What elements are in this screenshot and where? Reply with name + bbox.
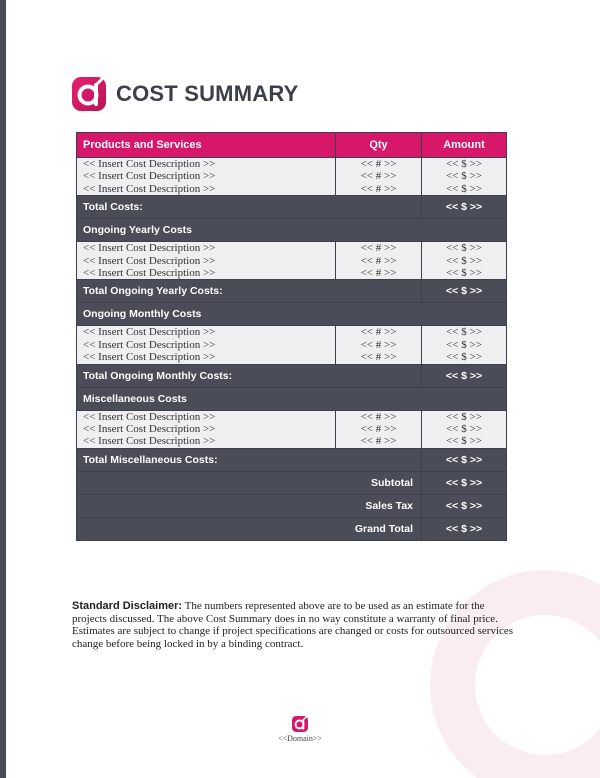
column-header-qty: Qty xyxy=(336,133,422,158)
cost-description[interactable]: << Insert Cost Description >> xyxy=(83,410,216,423)
section-heading: Ongoing Yearly Costs xyxy=(77,219,507,242)
amount-value[interactable]: << $ >> xyxy=(446,170,482,183)
footer-logo-icon xyxy=(292,716,308,732)
qty-cell xyxy=(336,326,422,364)
description-cell xyxy=(77,410,336,448)
amount-value[interactable]: << $ >> xyxy=(446,410,482,423)
amount-cell xyxy=(422,158,507,196)
table-row xyxy=(77,410,507,448)
amount-value[interactable]: << $ >> xyxy=(446,423,482,436)
disclaimer-text: The numbers represented above are to be used as an estimate for the projects discussed. The above Cost Summary does in no way constitute a warranty of final price. Estimates are subject to change if project specifications are changed or costs for outsourced services change before being locked in by a binding contract. xyxy=(72,600,514,650)
description-cell xyxy=(77,242,336,280)
amount-cell xyxy=(422,326,507,364)
grand-total-row xyxy=(77,517,507,540)
qty-value[interactable]: << # >> xyxy=(360,170,397,183)
section-heading-row xyxy=(77,387,507,410)
description-cell xyxy=(77,158,336,196)
qty-cell xyxy=(336,410,422,448)
qty-value[interactable]: << # >> xyxy=(360,326,397,339)
section-total-row xyxy=(77,448,507,471)
section-total-value[interactable]: << $ >> xyxy=(422,448,507,471)
grand-total-label: Grand Total xyxy=(77,517,422,540)
table-row xyxy=(77,242,507,280)
subtotal-value[interactable]: << $ >> xyxy=(422,471,507,494)
cost-description[interactable]: << Insert Cost Description >> xyxy=(83,242,216,255)
sales-tax-value[interactable]: << $ >> xyxy=(422,494,507,517)
subtotal-row xyxy=(77,471,507,494)
amount-value[interactable]: << $ >> xyxy=(446,158,482,170)
qty-value[interactable]: << # >> xyxy=(360,351,397,364)
column-header-amount: Amount xyxy=(422,133,507,158)
grand-total-value[interactable]: << $ >> xyxy=(422,517,507,540)
cost-description[interactable]: << Insert Cost Description >> xyxy=(83,254,216,267)
cost-description[interactable]: << Insert Cost Description >> xyxy=(83,170,216,183)
cost-description[interactable]: << Insert Cost Description >> xyxy=(83,338,216,351)
section-total-label: Total Miscellaneous Costs: xyxy=(77,448,422,471)
amount-value[interactable]: << $ >> xyxy=(446,326,482,339)
amount-value[interactable]: << $ >> xyxy=(446,254,482,267)
section-total-label: Total Ongoing Monthly Costs: xyxy=(77,364,422,387)
cost-description[interactable]: << Insert Cost Description >> xyxy=(83,435,216,448)
section-total-value[interactable]: << $ >> xyxy=(422,196,507,219)
page-title: COST SUMMARY xyxy=(116,81,299,106)
section-total-value[interactable]: << $ >> xyxy=(422,280,507,303)
cost-description[interactable]: << Insert Cost Description >> xyxy=(83,423,216,436)
amount-value[interactable]: << $ >> xyxy=(446,242,482,255)
section-total-label: Total Costs: xyxy=(77,196,422,219)
table-header-row xyxy=(77,133,507,158)
amount-cell xyxy=(422,242,507,280)
document-header xyxy=(72,77,298,111)
qty-value[interactable]: << # >> xyxy=(360,410,397,423)
sales-tax-label: Sales Tax xyxy=(77,494,422,517)
cost-description[interactable]: << Insert Cost Description >> xyxy=(83,182,216,195)
qty-cell xyxy=(336,242,422,280)
brand-logo-icon xyxy=(72,77,106,111)
qty-value[interactable]: << # >> xyxy=(360,338,397,351)
description-cell xyxy=(77,326,336,364)
page-footer xyxy=(0,716,600,743)
page-edge-bar xyxy=(0,0,6,778)
cost-description[interactable]: << Insert Cost Description >> xyxy=(83,326,216,339)
section-total-row xyxy=(77,280,507,303)
column-header-products: Products and Services xyxy=(77,133,336,158)
cost-description[interactable]: << Insert Cost Description >> xyxy=(83,267,216,280)
qty-cell xyxy=(336,158,422,196)
amount-cell xyxy=(422,410,507,448)
sales-tax-row xyxy=(77,494,507,517)
standard-disclaimer xyxy=(72,600,522,650)
qty-value[interactable]: << # >> xyxy=(360,254,397,267)
qty-value[interactable]: << # >> xyxy=(360,423,397,436)
cost-description[interactable]: << Insert Cost Description >> xyxy=(83,351,216,364)
qty-value[interactable]: << # >> xyxy=(360,158,397,170)
cost-summary-table xyxy=(76,132,507,541)
qty-value[interactable]: << # >> xyxy=(360,267,397,280)
section-total-row xyxy=(77,196,507,219)
table-row xyxy=(77,326,507,364)
amount-value[interactable]: << $ >> xyxy=(446,435,482,448)
amount-value[interactable]: << $ >> xyxy=(446,338,482,351)
table-row xyxy=(77,158,507,196)
section-total-value[interactable]: << $ >> xyxy=(422,364,507,387)
disclaimer-label: Standard Disclaimer: xyxy=(72,600,183,612)
section-heading: Ongoing Monthly Costs xyxy=(77,303,507,326)
section-heading-row xyxy=(77,219,507,242)
qty-value[interactable]: << # >> xyxy=(360,435,397,448)
section-heading-row xyxy=(77,303,507,326)
qty-value[interactable]: << # >> xyxy=(360,242,397,255)
subtotal-label: Subtotal xyxy=(77,471,422,494)
section-heading: Miscellaneous Costs xyxy=(77,387,507,410)
section-total-label: Total Ongoing Yearly Costs: xyxy=(77,280,422,303)
qty-value[interactable]: << # >> xyxy=(360,182,397,195)
cost-description[interactable]: << Insert Cost Description >> xyxy=(83,158,216,170)
amount-value[interactable]: << $ >> xyxy=(446,351,482,364)
amount-value[interactable]: << $ >> xyxy=(446,267,482,280)
amount-value[interactable]: << $ >> xyxy=(446,182,482,195)
section-total-row xyxy=(77,364,507,387)
footer-domain[interactable]: <<Domain>> xyxy=(278,734,322,743)
